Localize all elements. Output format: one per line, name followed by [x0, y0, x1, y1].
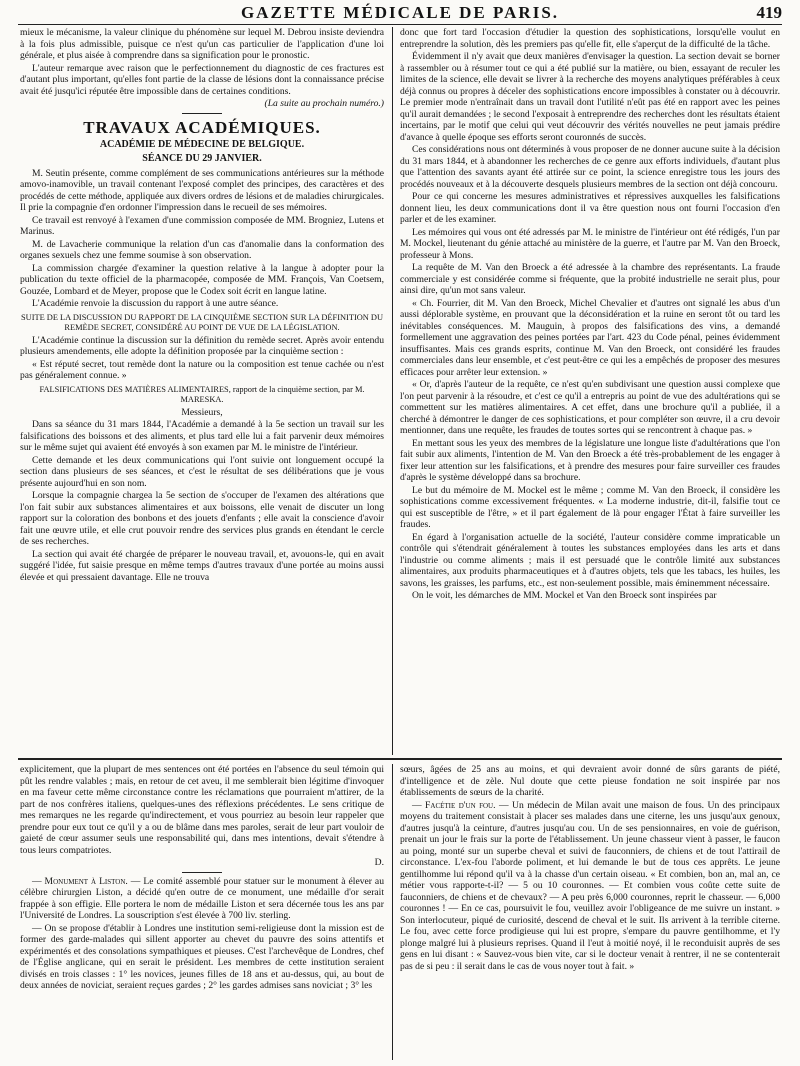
paragraph: La requête de M. Van den Broeck a été adressée à la chambre des représentants. La fraude commerciale y est considérée comme si fréquente, que la probité industrielle ne serait plus, pour ainsi dire, qu'un mot sans valeur. [400, 262, 780, 296]
paragraph: — On se propose d'établir à Londres une institution semi-religieuse dont la mission est de former des garde-malades qui sillent apporter au chevet du pauvre des soins attentifs et expérimentés et des consolations sympathiques et pieuses. C'est l'archevêque de Londres, chef de l'Église anglicane, qui en serait le président. Les membres de cette institution seraient divisés en trois classes : 1° les novices, jeunes filles de 18 ans et au-dessus, qui, au bout de deux années de noviciat, seraient reçues gardes ; 2° les gardes admises sans noviciat ; 3° les [20, 922, 384, 991]
subsection-heading: SUITE DE LA DISCUSSION DU RAPPORT DE LA CINQUIÈME SECTION SUR LA DÉFINITION DU REMÈDE SECRET, CONSIDÉRÉ AU POINT DE VUE DE LA LÉGISLATION. [20, 312, 384, 332]
paragraph: Dans sa séance du 31 mars 1844, l'Académie a demandé à la 5e section un travail sur les falsifications des boissons et des aliments, et plus tard elle lui a fait parvenir deux mémoires sur le même sujet qui avaient été envoyés à son examen par M. le ministre de l'intérieur. [20, 419, 384, 453]
paragraph: M. de Lavacherie communique la relation d'un cas d'anomalie dans la conformation des organes sexuels chez une femme soumise à son observation. [20, 238, 384, 261]
paragraph: En mettant sous les yeux des membres de la législature une longue liste d'adultérations que l'on fait subir aux aliments, l'intention de M. Van den Broeck a été très-probablement de les engager à fixer leur attention sur les falsifications, et à prendre des mesures pour faire surveiller ces fraudes d'après le système développé dans sa brochure. [400, 437, 780, 483]
paragraph: On le voit, les démarches de MM. Mockel et Van den Broeck sont inspirées par [412, 590, 717, 601]
paragraph: Lorsque la compagnie chargea la 5e section de s'occuper de l'examen des altérations que l'on fait subir aux substances alimentaires et aux boissons, elle venait de discuter un long rapport sur la coloration des bonbons et des jouets d'enfants ; elle avait la conscience d'avoir fait une œuvre utile, et elle crut pouvoir rendre des services plus grands en étendant le cercle de ses recherches. [20, 490, 384, 547]
paragraph: « Est réputé secret, tout remède dont la nature ou la composition est tenue cachée ou n'est pas généralement connue. » [20, 358, 384, 381]
divider [182, 113, 222, 114]
paragraph: Ces considérations nous ont déterminés à vous proposer de ne donner aucune suite à la décision du 31 mars 1844, et à abandonner les recherches de ce genre aux efforts individuels, d'autant plus que l'attention des savants ayant été attirée sur ce point, la science enregistre tous les jours des procédés nouveaux et à la découverte desquels plusieurs membres de la section ont déjà concouru. [400, 144, 780, 190]
paragraph: « Or, d'après l'auteur de la requête, ce n'est qu'en subdivisant une question aussi complexe que l'on peut parvenir à la résoudre, et c'est ce qu'il a entrepris au point de vue des adultérations qui se commettent sur les matières alimentaires. A cet effet, dans une brochure qu'il a publiée, il a cherché à démontrer le danger de ces sophistications, et pour compléter son œuvre, il a cru devoir mentionner, dans une requête, les fraudes de toutes sortes qui se rencontrent à chaque pas. » [400, 379, 780, 436]
feuilleton-rule [18, 758, 782, 760]
paragraph: Ce travail est renvoyé à l'examen d'une commission composée de MM. Brogniez, Lutens et Marinus. [20, 214, 384, 237]
page-number: 419 [756, 3, 782, 22]
paragraph: Évidemment il n'y avait que deux manières d'envisager la question. La section devait se borner à rassembler ou à résumer tout ce qui a été publié sur la matière, ou bien, essayant de reculer les limites de la science, elle devait se livrer à la recherche des moyens analytiques préférables à ceux déjà connus ou propres à déceler des sophistications encore impossibles à constater ou à découvrir. Le premier mode n'entraînait dans un travail dont l'utilité n'eût pas été en rapport avec les peines qu'il aurait demandées ; le second l'exposait à entreprendre des recherches dont les résultats étaient incertains, par le motif que celui qui veut découvrir des vérités nouvelles ne peut jamais prédire d'avance à quelle époque ses efforts seront couronnés de succès. [400, 51, 780, 143]
paragraph: M. Seutin présente, comme complément de ses communications antérieures sur la méthode amovo-inamovible, un travail contenant l'exposé complet des principes, des caractères et des procédés de cette méthode, appliquée aux divers ordres de lésions et de maladies chirurgicales. Il prie la compagnie d'en ordonner l'impression dans le recueil de ses mémoires. [20, 167, 384, 213]
news-item-text: — Un médecin de Milan avait une maison de fous. Un des principaux moyens du traitement consistait à placer ses malades dans une citerne, les uns jusqu'aux genoux, d'autres jusqu'à la ceinture, d'autres jusqu'au cou. Un de ses pensionnaires, en voie de guérison, prenait un jour le frais sur la porte de l'établissement. Un jeune chasseur vient à passer, le faucon au poing, monté sur un superbe cheval et suivi de fauconniers, de chiens et de tout l'attirail de circonstance. L'ex-fou l'aborde poliment, et lui demande le but de tous ces apprêts. Le jeune gentilhomme lui répond qu'il va à la chasse d'un certain oiseau. « Et combien, bon an, mal an, ce métier vous rapporte-t-il? — 5 ou 10 couronnes. — Et combien vous coûte cette suite de fauconniers, de chiens et de chevaux? — A peu près 6,000 couronnes, reprit le chasseur. — 6,000 couronnes ! — En ce cas, poursuivit le fou, veuillez avoir l'obligeance de me suivre un instant. » Son interlocuteur, piqué de curiosité, descend de cheval et le suit. Ils arrivent à la terrible citerne. Le fou, avec cette force prodigieuse qui lui est propre, s'empare du pauvre gentilhomme, et l'y plonge malgré lui à plusieurs reprises. Quand il l'eut à moitié noyé, il le reconduisit auprès de ses gens en lui disant : « Sauvez-vous bien vite, car si le docteur venait à rentrer, il ne se contenterait pas de si peu : il serait dans le cas de vous noyer tout à fait. » [400, 799, 780, 972]
lower-right-column [400, 764, 780, 1060]
column-divider [392, 27, 393, 755]
salutation: Messieurs, [181, 406, 223, 418]
column-divider [392, 764, 393, 1060]
upper-left-column [20, 27, 384, 755]
paragraph: explicitement, que la plupart de mes sentences ont été portées en l'absence du seul témoin qui pût les rendre valables ; mais, en retour de cet aveu, il me semblerait bien légitime d'invoquer en ma faveur cette même circonstance contre les réclamations que pourraient m'attirer, de la part de nos confrères italiens, quelques-unes des réflexions précédentes. Le sens critique de mes remarques ne les regarde qu'indirectement, et vous pourriez au besoin leur rappeler que prendre pour eux tout ce qu'il y a ou de blâme dans mes paroles, serait de leur part vouloir de gaieté de cœur assumer seuls une responsabilité qui, dans mes intentions, devait s'étendre à tous leurs compatriotes. [20, 764, 384, 856]
journal-title: GAZETTE MÉDICALE DE PARIS. [240, 3, 560, 22]
paragraph: Les mémoires qui vous ont été adressés par M. le ministre de l'intérieur ont été rédigés, l'un par M. Mockel, lieutenant du génie attaché au ministère de la guerre, et l'autre par M. Van den Broeck, professeur à Mons. [400, 226, 780, 261]
paragraph: L'Académie continue la discussion sur la définition du remède secret. Après avoir entendu plusieurs amendements, elle adopte la définition proposée par la cinquième section : [20, 334, 384, 357]
page-header [0, 0, 800, 24]
signature: D. [374, 857, 384, 868]
news-item [400, 800, 780, 973]
paragraph: donc que fort tard l'occasion d'étudier la question des sophistications, lorsqu'elle voulut en entreprendre la solution, dès les premiers pas qu'elle fit, elle s'aperçut de la difficulté de la tâche. [400, 27, 780, 50]
paragraph: « Ch. Fourrier, dit M. Van den Broeck, Michel Chevalier et d'autres ont signalé les abus d'un aussi déplorable système, en prouvant que la déconsidération et la ruine en seront tôt ou tard les inévitables conséquences. M. Mauguin, à propos des falsifications des vins, a demandé formellement une aggravation des peines portées par l'art. 423 du Code pénal, peines évidemment insuffisantes. Mais ces grands esprits, continue M. Van den Broeck, ont considéré les fraudes commerciales dans leur ensemble, et c'est peut-être ce qui les a empêchés de proposer des mesures efficaces pour arrêter leur extension. » [400, 297, 780, 378]
continued-note: (La suite au prochain numéro.) [264, 98, 384, 109]
news-item-title: — Facétie d'un fou. [412, 799, 496, 811]
paragraph: mieux le mécanisme, la valeur clinique du phénomène sur lequel M. Debrou insiste deviendra à la fois plus admissible, puisque ce n'est qu'un cas particulier de l'application d'une loi générale, et plus aisée à comprendre dans sa signification pour le pronostic. [20, 27, 384, 61]
divider [182, 872, 222, 873]
paragraph: En égard à l'organisation actuelle de la société, l'auteur considère comme impraticable un contrôle qui s'étendrait généralement à toutes les substances employées dans les arts et dans l'industrie ou comme aliments ; mais il est persuadé que le contrôle limité aux substances alimentaires, aux produits pharmaceutiques et à d'autres objets, tels que les tabacs, les huiles, les savons, les graisses, les parfums, etc., est non-seulement possible, mais éminemment nécessaire. [400, 531, 780, 589]
paragraph: La commission chargée d'examiner la question relative à la langue à adopter pour la publication du texte officiel de la pharmacopée, composée de MM. François, Van Coetsem, Gouzée, Lombard et de Meyer, propose que le Codex soit écrit en langue latine. [20, 262, 384, 297]
academy-heading: ACADÉMIE DE MÉDECINE DE BELGIQUE. [99, 138, 305, 150]
session-heading: SÉANCE DU 29 JANVIER. [142, 153, 262, 164]
paragraph: Pour ce qui concerne les mesures administratives et répressives auxquelles les falsifications donnent lieu, les deux communications dont il va être question nous ont fourni l'occasion d'en parler et de les examiner. [400, 191, 780, 225]
paragraph: Le but du mémoire de M. Mockel est le même ; comme M. Van den Broeck, il considère les sophistications comme excessivement fréquentes. « La moderne industrie, dit-il, falsifie tout ce qui est susceptible de l'être, » et il part également de là pour engager l'État à faire surveiller les fraudes. [400, 484, 780, 530]
news-item-title: — Monument à Liston. [32, 875, 128, 887]
lower-left-column [20, 764, 384, 1060]
paragraph: L'Académie renvoie la discussion du rapport à une autre séance. [32, 298, 279, 309]
news-item-text: — Le comité assemblé pour statuer sur le monument à élever au célèbre chirurgien Liston, a décidé qu'en outre de ce monument, une médaille d'or serait frappée à son effigie. Elle portera le nom de médaille Liston et sera décernée tous les ans par l'Université de Londres. La souscription s'est élevée à 700 liv. sterling. [20, 875, 384, 921]
news-item [20, 876, 384, 922]
paragraph: Cette demande et les deux communications qui l'ont suivie ont longuement occupé la section dans plusieurs de ses séances, et c'est le résultat de ses délibérations que je vous présente aujourd'hui en son nom. [20, 454, 384, 489]
header-rule [18, 24, 782, 25]
paragraph: L'auteur remarque avec raison que le perfectionnement du diagnostic de ces fractures est d'autant plus important, qu'elles font partie de la classe de lésions dont la connaissance précise avait été jusqu'ici réputée être impossible dans de certaines conditions. [20, 62, 384, 97]
paragraph: La section qui avait été chargée de préparer le nouveau travail, et, avouons-le, qui en avait suggéré l'idée, fut saisie presque en même temps d'autres travaux d'une portée au moins aussi élevée et qui pressaient davantage. Elle ne trouva [20, 548, 384, 583]
paragraph: sœurs, âgées de 25 ans au moins, et qui devraient avoir donné de sûrs garants de piété, d'intelligence et de zèle. Nul doute que cette pieuse fondation ne soit inspirée par nos établissements de sœurs de la charité. [400, 764, 780, 798]
section-title: TRAVAUX ACADÉMIQUES. [83, 117, 321, 137]
subsection-heading: FALSIFICATIONS DES MATIÈRES ALIMENTAIRES, rapport de la cinquième section, par M. MARESKA. [39, 384, 365, 404]
upper-right-column [400, 27, 780, 755]
